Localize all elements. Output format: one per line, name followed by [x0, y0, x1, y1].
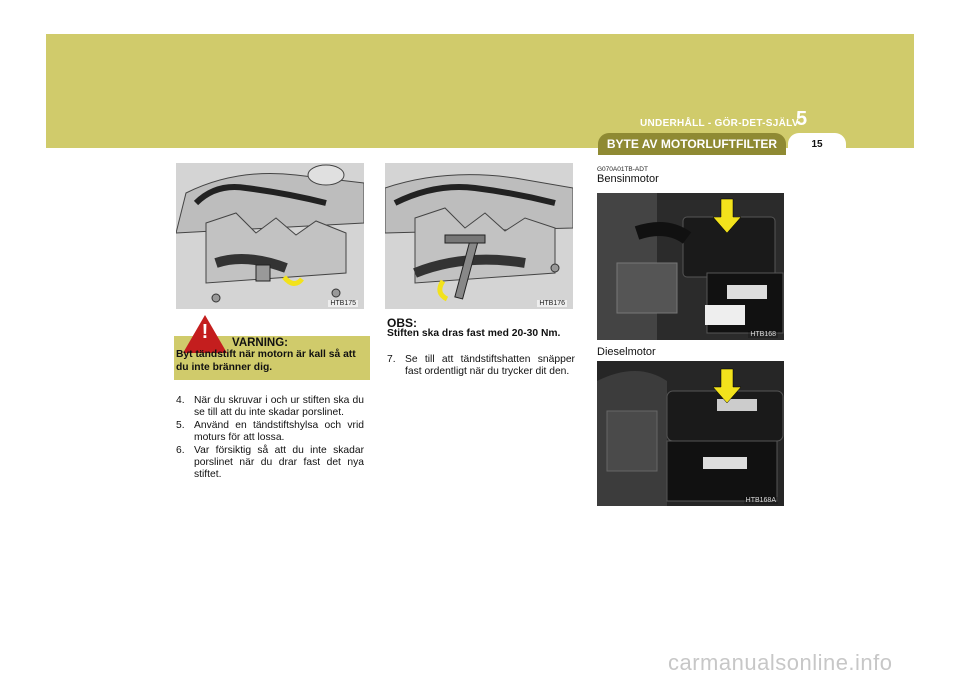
header-band [46, 34, 914, 148]
page-number: 15 [788, 133, 846, 155]
diesel-engine-drawing [597, 361, 784, 506]
spark-plug-illustration-1 [176, 163, 364, 309]
warning-exclamation: ! [201, 321, 209, 343]
list-item: 6. Var försiktig så att du inte skadar porslinet när du drar fast det nya stiftet. [176, 444, 364, 481]
steps-list [176, 395, 364, 482]
list-item: 5. Använd en tändstiftshylsa och vrid moturs för att lossa. [176, 419, 364, 444]
note-text: Stiften ska dras fast med 20-30 Nm. [387, 328, 561, 339]
section-title: UNDERHÅLL - GÖR-DET-SJÄLV [640, 118, 799, 129]
watermark-text: carmanualsonline.info [668, 650, 893, 675]
diesel-engine-photo [597, 361, 784, 506]
image-code-label: HTB168 [750, 331, 776, 338]
image-code-label: HTB176 [539, 300, 565, 307]
steps-list-2 [387, 354, 575, 379]
engine-drawing-1 [176, 163, 364, 309]
image-code-label: HTB168A [745, 497, 776, 504]
petrol-engine-photo [597, 193, 784, 340]
petrol-engine-drawing [597, 193, 784, 340]
diesel-caption: Dieselmotor [597, 346, 656, 358]
warning-title: VARNING: [232, 337, 289, 349]
page-title-tab: BYTE AV MOTORLUFTFILTER [598, 133, 786, 155]
chapter-number: 5 [796, 108, 808, 130]
section-code: G070A01TB-ADT [597, 166, 648, 173]
engine-drawing-2 [385, 163, 573, 309]
warning-text: Byt tändstift när motorn är kall så att du inte bränner dig. [176, 349, 356, 373]
note-title: OBS: [387, 316, 417, 330]
list-item: 7. Se till att tändstiftshatten snäpper fast ordentligt när du trycker dit den. [387, 354, 575, 378]
spark-plug-illustration-2 [385, 163, 573, 309]
petrol-caption: Bensinmotor [597, 173, 659, 185]
list-item: 4. När du skruvar i och ur stiften ska du se till att du inte skadar porslinet. [176, 395, 364, 419]
image-code-label: HTB175 [330, 300, 356, 307]
